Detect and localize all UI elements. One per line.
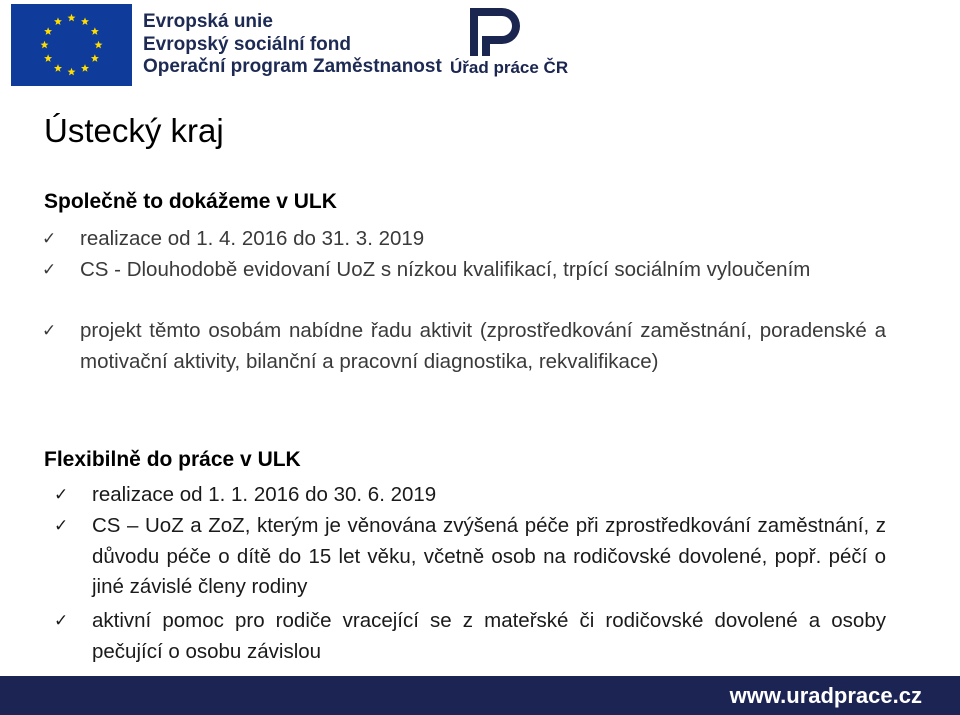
header-logos bbox=[0, 0, 960, 90]
footer-url: www.uradprace.cz bbox=[729, 683, 922, 708]
list-item-text: CS – UoZ a ZoZ, kterým je věnována zvýšená péče při zprostředkování zaměstnání, z důvodu péče o dítě do 15 let věku, včetně osob na rodičovské dovolené, popř. péčí o jiné závislé členy rodiny bbox=[92, 514, 886, 598]
footer-bar bbox=[0, 676, 960, 715]
list-item bbox=[42, 316, 886, 377]
urad-prace-logo-icon bbox=[468, 4, 528, 60]
list-item-text: realizace od 1. 4. 2016 do 31. 3. 2019 bbox=[80, 227, 425, 250]
list-item-text: aktivní pomoc pro rodiče vracející se z mateřské či rodičovské dovolené a osoby pečující o osobu závislou bbox=[92, 609, 886, 663]
list-item-text: projekt těmto osobám nabídne řadu aktivit (zprostředkování zaměstnání, poradenské a motivační aktivity, bilanční a pracovní diagnostika, rekvalifikace) bbox=[80, 319, 886, 373]
check-icon: ✓ bbox=[42, 260, 57, 279]
list-item bbox=[54, 606, 886, 667]
check-icon: ✓ bbox=[54, 611, 69, 630]
list-item bbox=[42, 224, 886, 255]
urad-prace-label: Úřad práce ČR bbox=[450, 58, 569, 77]
eu-flag-icon bbox=[11, 4, 132, 86]
page-title: Ústecký kraj bbox=[44, 112, 224, 149]
list-item bbox=[54, 511, 886, 603]
eu-line: Operační program Zaměstnanost bbox=[143, 56, 442, 77]
check-icon: ✓ bbox=[42, 321, 57, 340]
eu-line: Evropský sociální fond bbox=[143, 33, 351, 55]
list-item bbox=[42, 255, 886, 286]
check-icon: ✓ bbox=[54, 516, 69, 535]
list-item-text: CS - Dlouhodobě evidovaní UoZ s nízkou kvalifikací, trpící sociálním vyloučením bbox=[80, 258, 811, 281]
check-icon: ✓ bbox=[54, 485, 69, 504]
eu-program-text bbox=[143, 11, 442, 79]
eu-line: Evropská unie bbox=[143, 11, 273, 32]
list-item-text: realizace od 1. 1. 2016 do 30. 6. 2019 bbox=[92, 483, 437, 506]
check-icon: ✓ bbox=[42, 229, 57, 248]
section-heading: Společně to dokážeme v ULK bbox=[44, 190, 337, 213]
list-item bbox=[54, 480, 886, 511]
section-heading: Flexibilně do práce v ULK bbox=[44, 448, 301, 471]
